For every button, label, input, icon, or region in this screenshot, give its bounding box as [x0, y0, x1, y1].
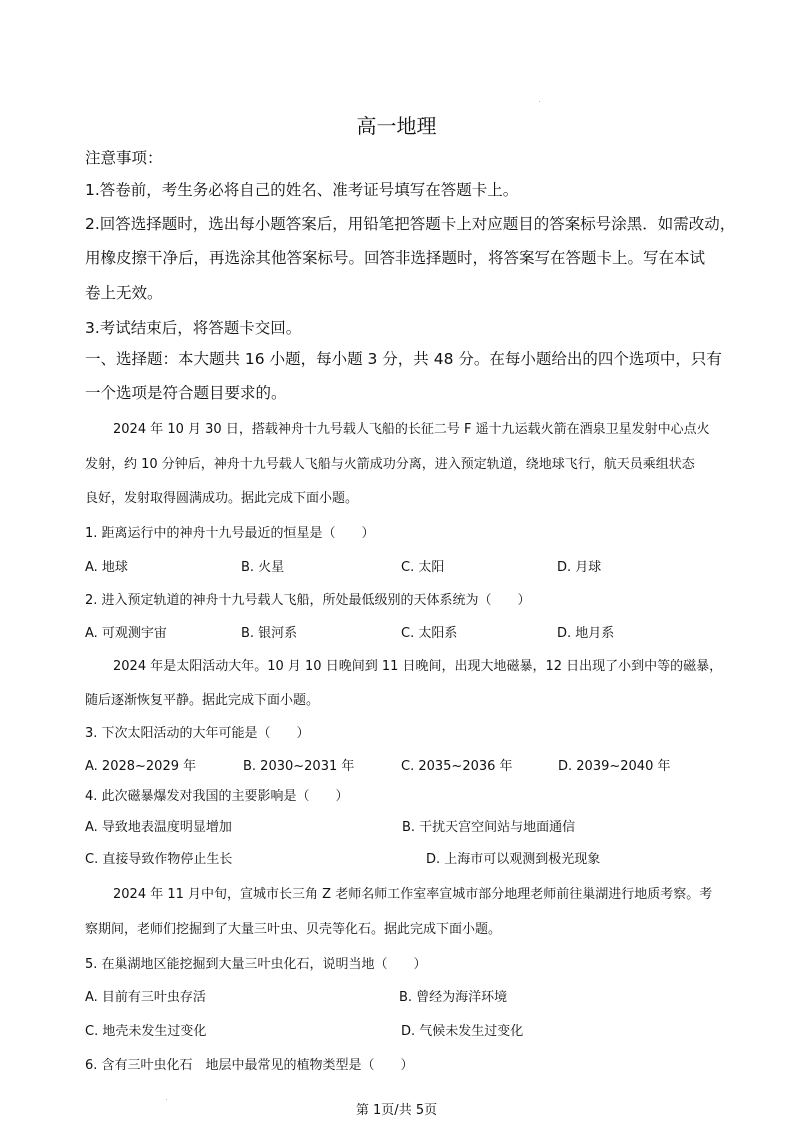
question-4-option-a: A. 导致地表温度明显增加	[85, 820, 232, 835]
passage-2-line-1: 2024 年是太阳活动大年。10 月 10 日晚间到 11 日晚间，出现大地磁暴，12 日出现了小到中等的磁暴，	[113, 659, 723, 674]
passage-1-line-1: 2024 年 10 月 30 日，搭载神舟十九号载人飞船的长征二号 F 遥十九运载火箭在酒泉卫星发射中心点火	[113, 422, 710, 437]
question-5-stem: 5. 在巢湖地区能挖掘到大量三叶虫化石，说明当地（ ）	[85, 957, 427, 972]
notice-item-2-line-2: 用橡皮擦干净后，再选涂其他答案标号。回答非选择题时，将答案写在答题卡上。写在本试	[85, 249, 706, 267]
passage-2-line-2: 随后逐渐恢复平静。据此完成下面小题。	[85, 693, 320, 708]
question-4-option-b: B. 干扰天宫空间站与地面通信	[402, 820, 576, 835]
page-footer: 第 1页/共 5页	[355, 1103, 438, 1118]
notice-item-2-line-3: 卷上无效。	[85, 284, 163, 302]
question-3-option-c: C. 2035~2036 年	[401, 759, 513, 774]
question-4-option-d: D. 上海市可以观测到极光现象	[426, 852, 601, 867]
question-4-stem: 4. 此次磁暴爆发对我国的主要影响是（ ）	[85, 789, 349, 804]
question-4-option-c: C. 直接导致作物停止生长	[85, 852, 233, 867]
notice-heading: 注意事项：	[85, 149, 163, 167]
question-5-option-d: D. 气候未发生过变化	[401, 1024, 524, 1039]
passage-3-line-2: 察期间，老师们挖掘到了大量三叶虫、贝壳等化石。据此完成下面小题。	[85, 922, 502, 937]
question-6-stem: 6. 含有三叶虫化石 地层中最常见的植物类型是（ ）	[85, 1058, 414, 1073]
question-2-option-a: A. 可观测宇宙	[85, 626, 167, 641]
question-1-option-b: B. 火星	[241, 560, 285, 575]
page-title: 高一地理	[356, 114, 437, 138]
question-2-option-d: D. 地月系	[557, 626, 615, 641]
notice-item-1: 1.答卷前，考生务必将自己的姓名、准考证号填写在答题卡上。	[85, 181, 519, 199]
question-5-option-b: B. 曾经为海洋环境	[399, 990, 508, 1005]
question-1-option-c: C. 太阳	[401, 560, 445, 575]
passage-1-line-2: 发射，约 10 分钟后，神舟十九号载人飞船与火箭成功分离，进入预定轨道，绕地球飞行，航天员乘组状态	[85, 457, 695, 472]
question-1-option-a: A. 地球	[85, 560, 128, 575]
scan-speck	[539, 101, 540, 102]
passage-3-line-1: 2024 年 11 月中旬，宣城市长三角 Z 老师名师工作室率宣城市部分地理老师前往巢湖进行地质考察。考	[113, 887, 713, 902]
notice-item-2-line-1: 2.回答选择题时，选出每小题答案后，用铅笔把答题卡上对应题目的答案标号涂黑．如需改动，	[85, 215, 736, 233]
question-2-option-c: C. 太阳系	[401, 626, 458, 641]
question-1-option-d: D. 月球	[557, 560, 602, 575]
question-3-option-a: A. 2028~2029 年	[85, 759, 197, 774]
notice-item-3: 3.考试结束后，将答题卡交回。	[85, 319, 302, 337]
question-2-option-b: B. 银河系	[241, 626, 298, 641]
question-3-option-b: B. 2030~2031 年	[243, 759, 355, 774]
question-5-option-c: C. 地壳未发生过变化	[85, 1024, 207, 1039]
passage-1-line-3: 良好，发射取得圆满成功。据此完成下面小题。	[85, 491, 359, 506]
question-2-stem: 2. 进入预定轨道的神舟十九号载人飞船，所处最低级别的天体系统为（ ）	[85, 593, 531, 608]
question-3-stem: 3. 下次太阳活动的大年可能是（ ）	[85, 726, 310, 741]
question-3-option-d: D. 2039~2040 年	[558, 759, 671, 774]
section-heading-line-2: 一个选项是符合题目要求的。	[85, 384, 287, 402]
question-1-stem: 1. 距离运行中的神舟十九号最近的恒星是（ ）	[85, 526, 375, 541]
question-5-option-a: A. 目前有三叶虫存活	[85, 990, 206, 1005]
section-heading-line-1: 一、选择题：本大题共 16 小题，每小题 3 分，共 48 分。在每小题给出的四个选项中，只有	[85, 350, 722, 368]
